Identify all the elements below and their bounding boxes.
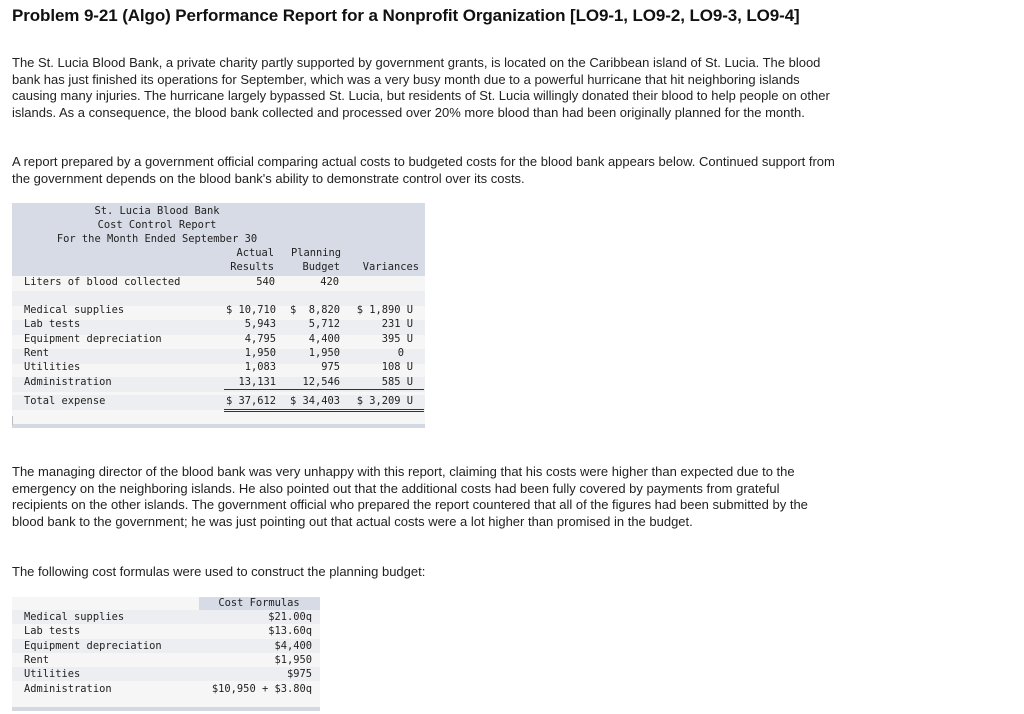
formula-value: $13.60q <box>268 625 312 637</box>
expense-label: Rent <box>24 347 50 359</box>
expense-label: Utilities <box>24 361 81 373</box>
formula-label: Administration <box>24 683 112 695</box>
problem-title: Problem 9-21 (Algo) Performance Report for a Nonprofit Organization [LO9-1, LO9-2, LO9-3, LO9-4] <box>12 6 800 25</box>
total-double-rule-2 <box>224 411 424 412</box>
expense-actual: 1,950 <box>244 347 276 359</box>
report-paragraph: A report prepared by a government official comparing actual costs to budgeted costs for the blood bank appears below. Continued support from the government depends on the blood bank's ability to demonstrate control over its costs. <box>12 154 835 186</box>
report-name: Cost Control Report <box>97 219 217 231</box>
formula-value: $4,400 <box>274 640 312 652</box>
table-left-edge <box>12 416 13 425</box>
formula-value: $10,950 + $3.80q <box>211 683 312 695</box>
col-actual-header-1: Actual <box>236 247 274 259</box>
formula-value: $1,950 <box>274 654 312 666</box>
expense-budget: 5,712 <box>308 318 340 330</box>
formulas-intro-paragraph: The following cost formulas were used to construct the planning budget: <box>12 564 426 579</box>
activity-label: Liters of blood collected <box>24 276 181 288</box>
report-org-name: St. Lucia Blood Bank <box>94 205 220 217</box>
col-budget-header-2: Budget <box>302 261 340 273</box>
total-actual: $ 37,612 <box>225 395 276 407</box>
formula-label: Utilities <box>24 668 81 680</box>
total-label: Total expense <box>24 395 106 407</box>
expense-budget: $ 8,820 <box>289 304 340 316</box>
total-double-rule-1 <box>224 409 424 410</box>
expense-budget: 975 <box>321 361 340 373</box>
activity-budget: 420 <box>320 276 339 288</box>
col-variances-header: Variances <box>362 261 419 273</box>
subtotal-rule <box>224 389 424 390</box>
expense-label: Medical supplies <box>24 304 125 316</box>
cost-formulas-table <box>12 597 320 711</box>
col-budget-header-1: Planning <box>290 247 341 259</box>
formula-label: Lab tests <box>24 625 81 637</box>
expense-variance: 585 U <box>381 376 413 388</box>
expense-budget: 1,950 <box>308 347 340 359</box>
expense-label: Equipment depreciation <box>24 333 162 345</box>
expense-budget: 12,546 <box>302 376 340 388</box>
expense-actual: 13,131 <box>238 376 276 388</box>
director-paragraph: The managing director of the blood bank was very unhappy with this report, claiming that his costs were higher than expected due to the emergency on the neighboring islands. He also pointed out that the additional costs had been fully covered by payments from grateful recipients on the other islands. The government official who prepared the report countered that all of the figures had been submitted by the blood bank to the government; he was just pointing out that actual costs were a lot higher than promised in the budget. <box>12 464 808 529</box>
intro-paragraph: The St. Lucia Blood Bank, a private charity partly supported by government grants, is located on the Caribbean island of St. Lucia. The blood bank has just finished its operations for September, which was a very busy month due to a powerful hurricane that hit neighboring islands causing many injuries. The hurricane largely bypassed St. Lucia, but residents of St. Lucia willingly donated their blood to help people on other islands. As a consequence, the blood bank collected and processed over 20% more blood than had been originally planned for the month. <box>12 55 830 120</box>
total-variance: $ 3,209 U <box>356 395 413 407</box>
activity-actual: 540 <box>256 276 275 288</box>
formula-label: Rent <box>24 654 50 666</box>
formula-value: $975 <box>286 668 312 680</box>
expense-variance: 231 U <box>381 318 413 330</box>
expense-actual: $ 10,710 <box>225 304 276 316</box>
expense-actual: 1,083 <box>244 361 276 373</box>
expense-label: Administration <box>24 376 112 388</box>
formulas-header: Cost Formulas <box>218 597 300 609</box>
expense-actual: 4,795 <box>244 333 276 345</box>
expense-budget: 4,400 <box>308 333 340 345</box>
expense-variance: $ 1,890 U <box>356 304 413 316</box>
formula-value: $21.00q <box>268 611 312 623</box>
expense-variance: 0 <box>397 347 404 359</box>
expense-variance: 108 U <box>381 361 413 373</box>
total-budget: $ 34,403 <box>289 395 340 407</box>
col-actual-header-2: Results <box>230 261 274 273</box>
expense-variance: 395 U <box>381 333 413 345</box>
expense-actual: 5,943 <box>244 318 276 330</box>
cost-control-report-table <box>12 203 425 428</box>
formula-label: Medical supplies <box>24 611 125 623</box>
report-period: For the Month Ended September 30 <box>56 233 258 245</box>
formula-label: Equipment depreciation <box>24 640 162 652</box>
expense-label: Lab tests <box>24 318 81 330</box>
